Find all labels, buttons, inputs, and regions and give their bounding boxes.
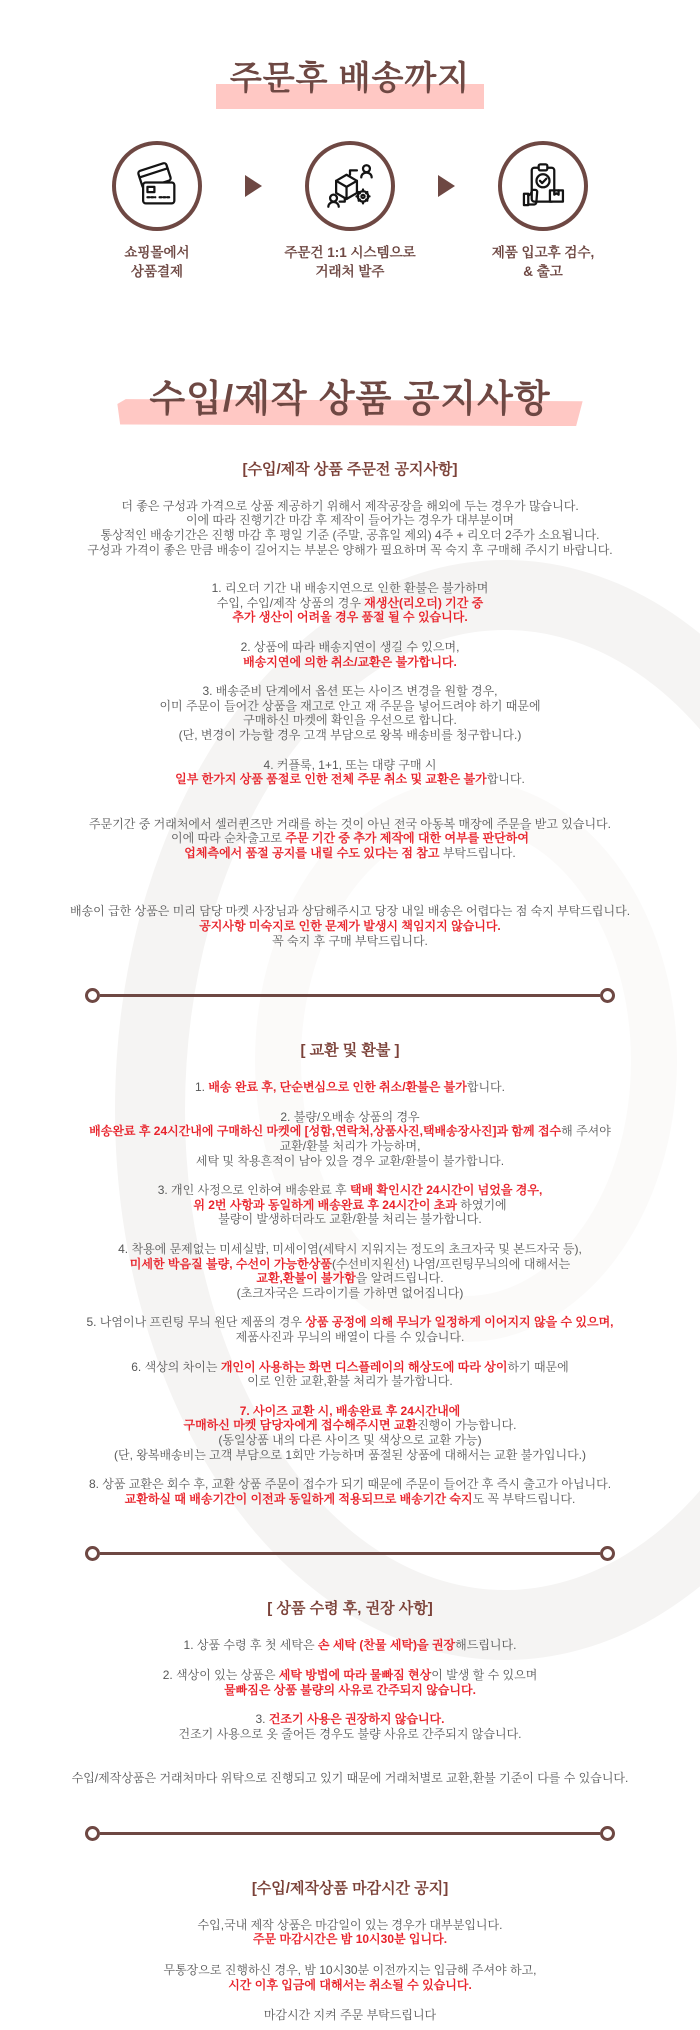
step-label-line: 주문건 1:1 시스템으로 <box>284 245 416 260</box>
text-line: 이미 주문이 들어간 상품을 재고로 안고 재 주문을 넣어드려야 하기 때문에 <box>159 698 541 713</box>
text-line: (단, 변경이 가능할 경우 고객 부담으로 왕복 배송비를 청구합니다.) <box>178 727 522 742</box>
text-line: 미세한 박음질 불량, 수선이 가능한상품(수선비지원선) 나염/프린팅무늬의에 대해서는 <box>129 1256 571 1271</box>
divider-end-dot <box>600 1826 615 1841</box>
notice-section-title-text: 수입/제작 상품 공지사항 <box>149 377 551 419</box>
text-line: 3. 개인 사정으로 인하여 배송완료 후 택배 확인시간 24시간이 넘었을 경우, <box>157 1183 543 1198</box>
section-heading: [ 교환 및 환불 ] <box>300 1042 400 1060</box>
text-line: 일부 한가지 상품 품절로 인한 전체 주문 취소 및 교환은 불가합니다. <box>175 772 525 787</box>
section-divider <box>85 1546 615 1561</box>
text-line: 마감시간 지켜 주문 부탁드립니다 <box>263 2008 437 2023</box>
text-line: 수입, 수입/제작 상품의 경우 재생산(리오더) 기간 중 <box>216 595 484 610</box>
text-line: 6. 색상의 차이는 개인이 사용하는 화면 디스플레이의 해상도에 따라 상이하기 때문에 <box>131 1359 569 1374</box>
notice-block <box>18 758 682 787</box>
text-line: 2. 상품에 따라 배송지연이 생길 수 있으며, <box>240 639 460 654</box>
section-heading: [수입/제작상품 마감시간 공지] <box>251 1879 449 1897</box>
order-process-steps <box>0 141 700 282</box>
notice-block <box>18 1315 682 1344</box>
text-line: 무통장으로 진행하신 경우, 밤 10시30분 이전까지는 입금해 주셔야 하고, <box>163 1963 537 1978</box>
text-line: 구매하신 마켓 담당자에게 접수해주시면 교환진행이 가능합니다. <box>183 1418 517 1433</box>
page-title <box>0 0 700 109</box>
text-line: 2. 불량/오배송 상품의 경우 <box>280 1109 420 1124</box>
text-line: 교환하실 때 배송기간이 이전과 동일하게 적용되므로 배송기간 숙지도 꼭 부탁드립니다. <box>124 1491 576 1506</box>
notice-block <box>18 1668 682 1697</box>
text-line: (단, 왕복배송비는 고객 부담으로 1회만 가능하며 품절된 상품에 대해서는 교환 불가입니다.) <box>114 1447 586 1462</box>
notice-block <box>18 499 682 557</box>
notice-block <box>18 1712 682 1741</box>
notice-block <box>18 817 682 861</box>
notice-block <box>18 1771 682 1786</box>
text-line: 3. 배송준비 단계에서 옵션 또는 사이즈 변경을 원할 경우, <box>202 684 498 699</box>
text-line: 물빠짐은 상품 불량의 사유로 간주되지 않습니다. <box>224 1682 476 1697</box>
step-order-system <box>264 141 436 282</box>
step-label-line: 상품결제 <box>130 263 184 279</box>
page-title-highlight: 주문후 배송까지 <box>216 52 484 109</box>
notice-block <box>18 1963 682 1992</box>
step-payment <box>71 141 243 282</box>
text-line: 2. 색상이 있는 상품은 세탁 방법에 따라 물빠짐 현상이 발생 할 수 있으며 <box>162 1667 538 1682</box>
divider-end-dot <box>85 1546 100 1561</box>
text-line: 업체측에서 품절 공지를 내릴 수도 있다는 점 참고 부탁드립니다. <box>184 845 516 860</box>
text-line: 위 2번 사항과 동일하게 배송완료 후 24시간이 초과 하였기에 <box>193 1197 507 1212</box>
divider-line <box>100 994 600 997</box>
notice-block <box>18 2008 682 2023</box>
notice-block <box>18 1242 682 1300</box>
text-line: 배송이 급한 상품은 미리 담당 마켓 사장님과 상담해주시고 당장 내일 배송은 어렵다는 점 숙지 부탁드립니다. <box>69 904 631 919</box>
text-line: 4. 커플룩, 1+1, 또는 대량 구매 시 <box>263 757 437 772</box>
text-line: 꼭 숙지 후 구매 부탁드립니다. <box>272 933 428 948</box>
text-line: 수입,국내 제작 상품은 마감일이 있는 경우가 대부분입니다. <box>197 1917 503 1932</box>
divider-end-dot <box>85 1826 100 1841</box>
text-line: 배송지연에 의한 취소/교환은 불가합니다. <box>243 654 457 669</box>
step-label-line: 쇼핑몰에서 <box>124 245 190 260</box>
text-line: 4. 착용에 문제없는 미세실밥, 미세이염(세탁시 지워지는 정도의 초크자국 및 본드자국 등), <box>118 1242 582 1256</box>
step-label-line: & 출고 <box>523 263 563 279</box>
divider-end-dot <box>85 988 100 1003</box>
arrow-right-icon <box>245 175 262 197</box>
divider-end-dot <box>600 988 615 1003</box>
text-line: 통상적인 배송기간은 진행 마감 후 평일 기준 (주말, 공휴일 제외) 4주 + 리오더 2주가 소요됩니다. <box>100 527 600 542</box>
notice-section-title <box>0 368 700 422</box>
notice-block <box>18 684 682 742</box>
text-line: 3. 건조기 사용은 권장하지 않습니다. <box>255 1712 445 1727</box>
section-divider <box>85 1826 615 1841</box>
text-line: 교환,환불이 불가함을 알려드립니다. <box>256 1271 444 1286</box>
notice-block <box>18 904 682 948</box>
text-line: 더 좋은 구성과 가격으로 상품 제공하기 위해서 제작공장을 해외에 두는 경우가 많습니다. <box>121 498 579 513</box>
text-line: 구성과 가격이 좋은 만큼 배송이 길어지는 부분은 양해가 필요하며 꼭 숙지 후 구매해 주시기 바랍니다. <box>87 542 613 557</box>
step-inspection <box>457 141 629 282</box>
text-line: (동일상품 내의 다른 사이즈 및 색상으로 교환 가능) <box>218 1432 482 1447</box>
text-line: 건조기 사용으로 옷 줄어든 경우도 불량 사유로 간주되지 않습니다. <box>178 1726 522 1741</box>
text-line: 시간 이후 입금에 대해서는 취소될 수 있습니다. <box>228 1977 472 1992</box>
text-line: (초크자국은 드라이기를 가하면 없어집니다) <box>236 1285 464 1300</box>
text-line: 1. 배송 완료 후, 단순변심으로 인한 취소/환불은 불가합니다. <box>195 1080 505 1095</box>
text-line: 이로 인한 교환,환불 처리가 불가합니다. <box>247 1374 453 1389</box>
text-line: 공지사항 미숙지로 인한 문제가 발생시 책임지지 않습니다. <box>199 919 501 934</box>
notice-block <box>18 1638 682 1653</box>
step-payment-label <box>71 244 243 282</box>
divider-line <box>100 1552 600 1555</box>
divider-end-dot <box>600 1546 615 1561</box>
notice-body <box>0 458 700 2023</box>
notice-block <box>18 1360 682 1389</box>
text-line: 1. 상품 수령 후 첫 세탁은 손 세탁 (찬물 세탁)을 권장해드립니다. <box>183 1638 517 1653</box>
section-heading: [ 상품 수령 후, 권장 사항] <box>267 1600 433 1618</box>
notice-block <box>18 1477 682 1506</box>
notice-block <box>18 581 682 625</box>
notice-block <box>18 1918 682 1947</box>
text-line: 구매하신 마켓에 확인을 우선으로 합니다. <box>243 713 457 728</box>
text-line: 주문 마감시간은 밤 10시30분 입니다. <box>252 1932 448 1947</box>
text-line: 제품사진과 무늬의 배열이 다를 수 있습니다. <box>235 1329 465 1344</box>
text-line: 1. 리오더 기간 내 배송지연으로 인한 환불은 불가하며 <box>211 581 489 596</box>
step-inspection-label <box>457 244 629 282</box>
text-line: 7. 사이즈 교환 시, 배송완료 후 24시간내에 <box>239 1403 461 1418</box>
step-order-system-label <box>264 244 436 282</box>
step-label-line: 거래처 발주 <box>315 263 385 279</box>
text-line: 배송완료 후 24시간내에 구매하신 마켓에 [성함,연락처,상품사진,택배송장사진]과 함께 접수해 주셔야 <box>89 1124 611 1139</box>
text-line: 주문기간 중 거래처에서 셀러퀸즈만 거래를 하는 것이 아닌 전국 아동복 매장에 주문을 받고 있습니다. <box>89 816 611 831</box>
text-line: 이에 따라 진행기간 마감 후 제작이 들어가는 경우가 대부분이며 <box>185 513 515 528</box>
order-system-icon <box>305 141 395 231</box>
notice-block <box>18 1404 682 1462</box>
notice-block <box>18 1080 682 1095</box>
text-line: 불량이 발생하더라도 교환/환불 처리는 불가합니다. <box>218 1212 482 1227</box>
section-divider <box>85 988 615 1003</box>
text-line: 5. 나염이나 프린팅 무늬 원단 제품의 경우 상품 공정에 의해 무늬가 일정하게 이어지지 않을 수 있으며, <box>86 1315 614 1330</box>
step-label-line: 제품 입고후 검수, <box>491 245 595 260</box>
notice-block <box>18 1183 682 1227</box>
notice-block <box>18 1110 682 1168</box>
credit-card-icon <box>112 141 202 231</box>
text-line: 교환/환불 처리가 가능하며, <box>279 1139 421 1154</box>
text-line: 세탁 및 착용흔적이 남아 있을 경우 교환/환불이 불가합니다. <box>195 1153 505 1168</box>
arrow-right-icon <box>438 175 455 197</box>
inspection-shipping-icon <box>498 141 588 231</box>
text-line: 추가 생산이 어려울 경우 품절 될 수 있습니다. <box>232 610 468 625</box>
section-heading: [수입/제작 상품 주문전 공지사항] <box>242 460 458 478</box>
notice-block <box>18 640 682 669</box>
text-line: 8. 상품 교환은 회수 후, 교환 상품 주문이 접수가 되기 때문에 주문이 들어간 후 즉시 출고가 아닙니다. <box>88 1477 612 1492</box>
text-line: 이에 따라 순차출고로 주문 기간 중 추가 제작에 대한 여부를 판단하여 <box>171 831 529 846</box>
text-line: 수입/제작상품은 거래처마다 위탁으로 진행되고 있기 때문에 거래처별로 교환,환불 기준이 다를 수 있습니다. <box>71 1771 629 1786</box>
divider-line <box>100 1832 600 1835</box>
